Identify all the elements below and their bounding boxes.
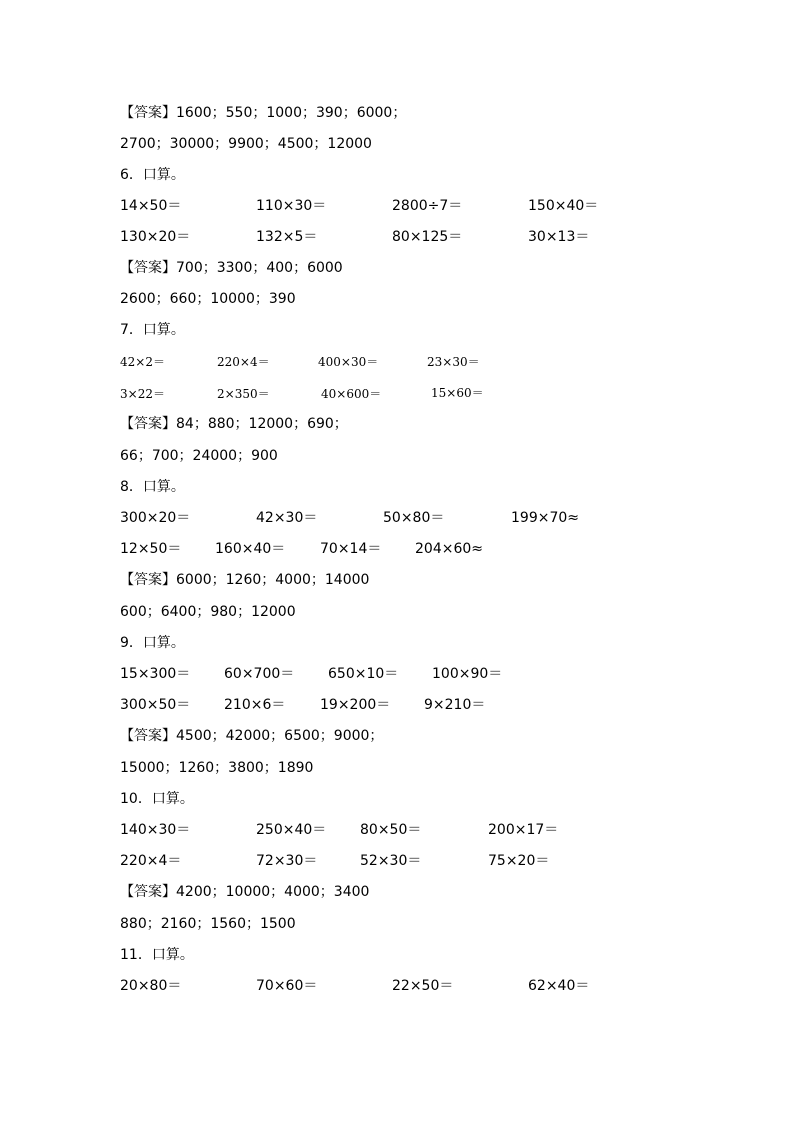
problem: 204×60≈ bbox=[415, 541, 483, 557]
question-title: 11．口算。 bbox=[120, 947, 194, 963]
problem: 250×40＝ bbox=[256, 822, 327, 838]
problem: 40×600＝ bbox=[321, 387, 382, 401]
problem: 42×30＝ bbox=[256, 510, 318, 526]
problem: 9×210＝ bbox=[424, 697, 486, 713]
question-title: 6．口算。 bbox=[120, 167, 185, 183]
problem: 150×40＝ bbox=[528, 198, 599, 214]
problem: 100×90＝ bbox=[432, 666, 503, 682]
problem: 42×2＝ bbox=[120, 355, 165, 369]
problem: 80×125＝ bbox=[392, 229, 463, 245]
problem: 300×20＝ bbox=[120, 510, 191, 526]
answer-line: 2700；30000；9900；4500；12000 bbox=[120, 136, 372, 152]
problem: 132×5＝ bbox=[256, 229, 318, 245]
problem: 14×50＝ bbox=[120, 198, 182, 214]
answer-line: 【答案】6000；1260；4000；14000 bbox=[120, 572, 370, 588]
question-title: 7．口算。 bbox=[120, 322, 185, 338]
problem: 210×6＝ bbox=[224, 697, 286, 713]
answer-line: 15000；1260；3800；1890 bbox=[120, 760, 314, 776]
answer-line: 【答案】700；3300；400；6000 bbox=[120, 260, 343, 276]
problem: 72×30＝ bbox=[256, 853, 318, 869]
problem: 160×40＝ bbox=[215, 541, 286, 557]
problem: 70×60＝ bbox=[256, 978, 318, 994]
problem: 3×22＝ bbox=[120, 387, 165, 401]
answer-line: 66；700；24000；900 bbox=[120, 448, 278, 464]
problem: 2×350＝ bbox=[217, 387, 270, 401]
question-title: 10．口算。 bbox=[120, 791, 194, 807]
problem: 62×40＝ bbox=[528, 978, 590, 994]
problem: 300×50＝ bbox=[120, 697, 191, 713]
problem: 140×30＝ bbox=[120, 822, 191, 838]
problem: 80×50＝ bbox=[360, 822, 422, 838]
answer-line: 【答案】4200；10000；4000；3400 bbox=[120, 884, 370, 900]
problem: 12×50＝ bbox=[120, 541, 182, 557]
problem: 75×20＝ bbox=[488, 853, 550, 869]
problem: 15×300＝ bbox=[120, 666, 191, 682]
answer-line: 2600；660；10000；390 bbox=[120, 291, 296, 307]
problem: 52×30＝ bbox=[360, 853, 422, 869]
answer-line: 【答案】1600；550；1000；390；6000； bbox=[120, 105, 407, 121]
problem: 2800÷7＝ bbox=[392, 198, 463, 214]
problem: 220×4＝ bbox=[120, 853, 182, 869]
problem: 220×4＝ bbox=[217, 355, 270, 369]
problem: 23×30＝ bbox=[427, 355, 480, 369]
answer-line: 【答案】4500；42000；6500；9000； bbox=[120, 728, 384, 744]
problem: 60×700＝ bbox=[224, 666, 295, 682]
problem: 50×80＝ bbox=[383, 510, 445, 526]
answer-line: 880；2160；1560；1500 bbox=[120, 916, 296, 932]
problem: 22×50＝ bbox=[392, 978, 454, 994]
problem: 30×13＝ bbox=[528, 229, 590, 245]
answer-line: 600；6400；980；12000 bbox=[120, 604, 296, 620]
problem: 20×80＝ bbox=[120, 978, 182, 994]
problem: 110×30＝ bbox=[256, 198, 327, 214]
problem: 70×14＝ bbox=[320, 541, 382, 557]
problem: 15×60＝ bbox=[431, 386, 484, 400]
question-title: 9．口算。 bbox=[120, 635, 185, 651]
problem: 130×20＝ bbox=[120, 229, 191, 245]
answer-line: 【答案】84；880；12000；690； bbox=[120, 416, 348, 432]
problem: 650×10＝ bbox=[328, 666, 399, 682]
question-title: 8．口算。 bbox=[120, 479, 185, 495]
problem: 199×70≈ bbox=[511, 510, 579, 526]
problem: 200×17＝ bbox=[488, 822, 559, 838]
problem: 19×200＝ bbox=[320, 697, 391, 713]
problem: 400×30＝ bbox=[318, 355, 379, 369]
